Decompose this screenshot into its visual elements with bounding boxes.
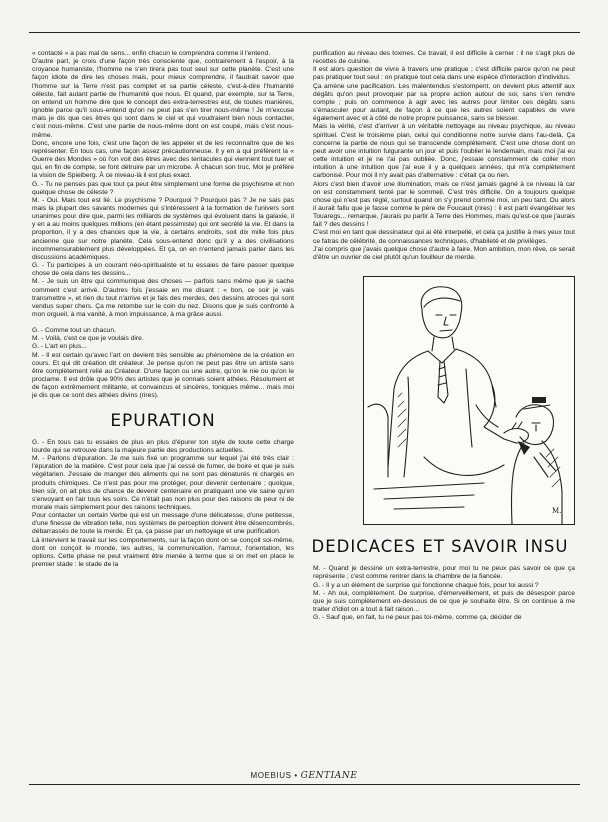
paragraph: C'est moi en tant que dessinateur qui ai été interpellé, et cela ça justifie à mes yeux tout ce fatras de célébrité, de connaissances techniques, d'habileté et de privilèges. xyxy=(313,229,575,245)
paragraph: Pour contacter un certain Verbe qui est un message d'une délicatesse, d'une petitesse, d'une finesse de vibration telle, nos systèmes de perception doivent être désencombrés, débarrassés de toute la merde. Et ça, ça passe par un nettoyage et une purification. xyxy=(32,512,294,536)
left-column xyxy=(32,50,294,569)
paragraph: M. - Voilà, c'est ce que je voulais dire. xyxy=(32,335,144,343)
paragraph: M. - Oui. Mais tout est lié. Le psychisme ? Pourquoi ? Pourquoi pas ? Je ne sais pas mais la plupart des savants modernes qui s'intéressent à la formation de l'univers sont unanimes pour dire que, parmi les milliards de systèmes qui évoluent dans la galaxie, il y en a au moins quelques millions (en étant pessimiste) qui ont secrété la vie. Et dans la proportion, il y a des chances que la vie, à certains endroits, soit dix mille fois plus ancienne que sur notre planète. Cela sous-entend donc qu'il y a des civilisations incommensurablement plus développées. Et ça, on en n'entend jamais parler dans les discussions académiques. xyxy=(32,196,294,261)
paragraph: G. - Tu participes à un courant néo-spiritualiste et tu essaies de faire passer quelque chose de cela dans tes dessins... xyxy=(32,262,294,278)
page-footer xyxy=(0,771,608,781)
paragraph: Ça amène une pacification. Les malentendus s'estompent, on devient plus attentif aux dégâts qu'on peut provoquer par sa propre action autour de soi, sans s'en rendre compte ; puis on commence à agir avec les autres pour limiter ces dégâts sans s'émasculer pour autant, de façon à ce que les autres soient capables de vivre également avec et à côté de notre propre puissance, sans se blesser. xyxy=(313,82,575,123)
top-rule xyxy=(29,32,580,33)
illustration-frame xyxy=(363,276,575,525)
paragraph: M. - Quand je dessine un extra-terrestre, pour moi tu ne peux pas savoir ce que ça représente ; c'est comme rentrer dans la chambre de la fiancée. xyxy=(313,565,575,581)
left-bottom-text xyxy=(32,439,294,570)
paragraph: Là intervient le travail sur les comportements, sur la façon dont on se conçoit soi-même, dont on conçoit le monde, les autres, la communication, l'amour, l'orientation, les options. Cette phase ne peut vraiment être menée à terme que si on met en place le premier stade : le stade de la xyxy=(32,536,294,569)
section-heading-dedicaces: DEDICACES ET SAVOIR INSU xyxy=(311,537,569,557)
paragraph: M. - Parlons d'épuration. Je me suis fixé un programme sur lequel j'ai été très clair : l'épuration de la matière. C'est pour cela que j'ai cessé de fumer, de boire et que je suis végétarien. J'essaie de manger des aliments qui ne sont pas dénaturés ni chargés en produits chimiques. Ce n'est pas pour me protéger, pour devenir centenaire ; quoique, bien sûr, on ait plus de chance de devenir centenaire en pratiquant une vie saine qu'en s'envoyant en l'air tous les soirs. Ce n'était pas non plus pour des raisons de peur ni de morale mais simplement pour des raisons techniques. xyxy=(32,455,294,511)
paragraph: M. - Ah oui, complètement. De surprise, d'émerveillement, et puis de désespoir parce que je suis complètement en-dessous de ce que je souhaite être. Si on continue à me traiter d'idiot on a tout à fait raison... xyxy=(313,589,575,613)
paragraph: G. - L'art en plus... xyxy=(32,343,87,351)
section-heading-epuration: EPURATION xyxy=(110,410,216,431)
illustration-drawing xyxy=(364,277,574,524)
paragraph: G. - Tu ne penses pas que tout ça peut être simplement une forme de psychisme et non quelque chose de céleste ? xyxy=(32,180,294,196)
paragraph: J'ai compris que j'avais quelque chose d'autre à faire. Mon ambition, mon rêve, ce serait d'être un ouvrier de ciel plutôt qu'un fouilleur de merde. xyxy=(313,245,575,261)
footer-author: MOEBIUS xyxy=(250,771,292,780)
paragraph: Donc, encore une fois, c'est une façon de les appeler et de les reconnaître que de les représenter. En tous cas, une façon assez précautionneuse. Il y en a qui préfèrent la « Guerre des Mondes » où l'on voit des êtres avec des tentacules qui viennent tout tuer et qui, en fin de compte, se font détruire par un microbe. À chacun son truc. Moi je préfère la vision de Spielberg. À ce niveau-là il est plus exact. xyxy=(32,139,294,180)
paragraph: Il est alors question de vivre à travers une pratique ; c'est difficile parce qu'on ne peut pas pratiquer tout seul : on pratique tout cela dans une espèce d'interaction d'individus. xyxy=(313,66,575,82)
paragraph: M. - Je suis un être qui communique des choses — parfois sans même que je sache comment c'est arrivé. D'autres fois j'essaie en me disant : « bon, ce soir je vais transmettre », et rien du tout n'arrive et je fais des merdes, des dessins atroces qui sont vendus super chers. Ça me retombe sur le coin du nez. Disons que je suis confronté à mon orgueil, à ma vanité, à mon impuissance, à ma grâce aussi. xyxy=(32,278,294,318)
left-top-text xyxy=(32,50,294,401)
paragraph: M. - Il est certain qu'avec l'art on devient très sensible au phénomène de la création en cours. Et qui dit création dit créateur. Je pense qu'on ne peut pas être un artiste sans être complètement relié au Créateur. D'une façon ou une autre, qu'on le nie ou qu'on le proclame. Il est drôle que 90% des artistes que je connais soient athées. Résolument et de façon extrêmement militante, et convaincus et sincères, toniques même... mais moi je dis que ce sont des athées divins (rires). xyxy=(32,351,294,400)
paragraph: Mais la vérité, c'est d'arriver à un véritable nettoyage au niveau psychique, au niveau spirituel. C'est le troisième plan, celui qui conditionne notre survie dans l'au-delà. Ça concerne la partie de nous qui se transcende complètement. C'est une chose dont on peut avoir une intuition fulgurante un jour et puis l'oublier le lendemain, mais moi j'ai eu cette intuition et je ne l'ai pas oubliée. Donc, j'essaie constamment de coller mon intuition à une intuition que j'ai eue il y a quelques années, qui m'a complètement carbonisé. Pour moi il n'y avait pas d'alternative : c'était ça ou rien. xyxy=(313,123,575,180)
footer-separator: • xyxy=(294,771,298,780)
paragraph: G. - Sauf que, en fait, tu ne peux pas toi-même, comme ça, décider de xyxy=(313,614,522,622)
paragraph: D'autre part, je crois d'une façon très consciente que, contrairement à l'espoir, à la croyance humaniste, l'homme ne s'en tirera pas tout seul sur cette planète. C'est une façon idiote de dire les choses mais, pour mieux comprendre, il faudrait savoir que l'homme sur la Terre n'est pas complet et sa partie céleste, c'est-à-dire l'humanité céleste, fait autant partie de l'humanité que nous. Et quand, par exemple, sur la Terre, on entend un homme dire que le concept des extra-terrestres est, de toutes manières, ignoble parce qu'il sous-entend qu'on ne peut pas s'en tirer nous-même ! Je m'excuse mais je dis que ces êtres qui sont dans le ciel et qui voudraient bien nous contacter, c'est nous-même. C'est une partie de nous-même dont on est coupé, mais c'est nous-même. xyxy=(32,58,294,139)
paragraph: G. - Il y a un élément de surprise qui fonctionne chaque fois, pour toi aussi ? xyxy=(313,581,539,589)
paragraph: purification au niveau des toxines. Ce travail, il est difficile à cerner : il ne s'agit plus de recettes de cuisine. xyxy=(313,50,575,66)
paragraph: Alors c'est bien d'avoir une illumination, mais ce n'est jamais gagné à ce niveau là car on est constamment tenté par le sommeil. C'est très difficile. On a toujours quelque chose qui n'est pas réglé, surtout quand on s'y prend comme moi, un peu tard. Ou alors il aurait fallu que je fasse comme le père de Foucault (rires) : il est parti évangéliser les Touaregs... remarque, j'aurais pu partir à Terre des Hommes, mais qu'est-ce que j'aurais fait ? des dessins ! xyxy=(313,180,575,229)
paragraph: « contacté » a pas mal de sens... enfin chacun le comprendra comme il l'entend. xyxy=(32,50,271,57)
bottom-rule xyxy=(29,784,580,785)
paragraph: G. - En tous cas tu essaies de plus en plus d'épurer ton style de toute cette charge lourde qui se retrouve dans la majeure partie des productions actuelles. xyxy=(32,438,294,454)
paragraph: G. - Comme tout un chacun. xyxy=(32,327,117,335)
right-top-text xyxy=(313,50,575,262)
footer-logo: GENTIANE xyxy=(300,771,358,781)
right-column xyxy=(313,50,575,622)
right-bottom-text xyxy=(313,565,575,622)
illustration-signature: M. xyxy=(552,507,562,516)
